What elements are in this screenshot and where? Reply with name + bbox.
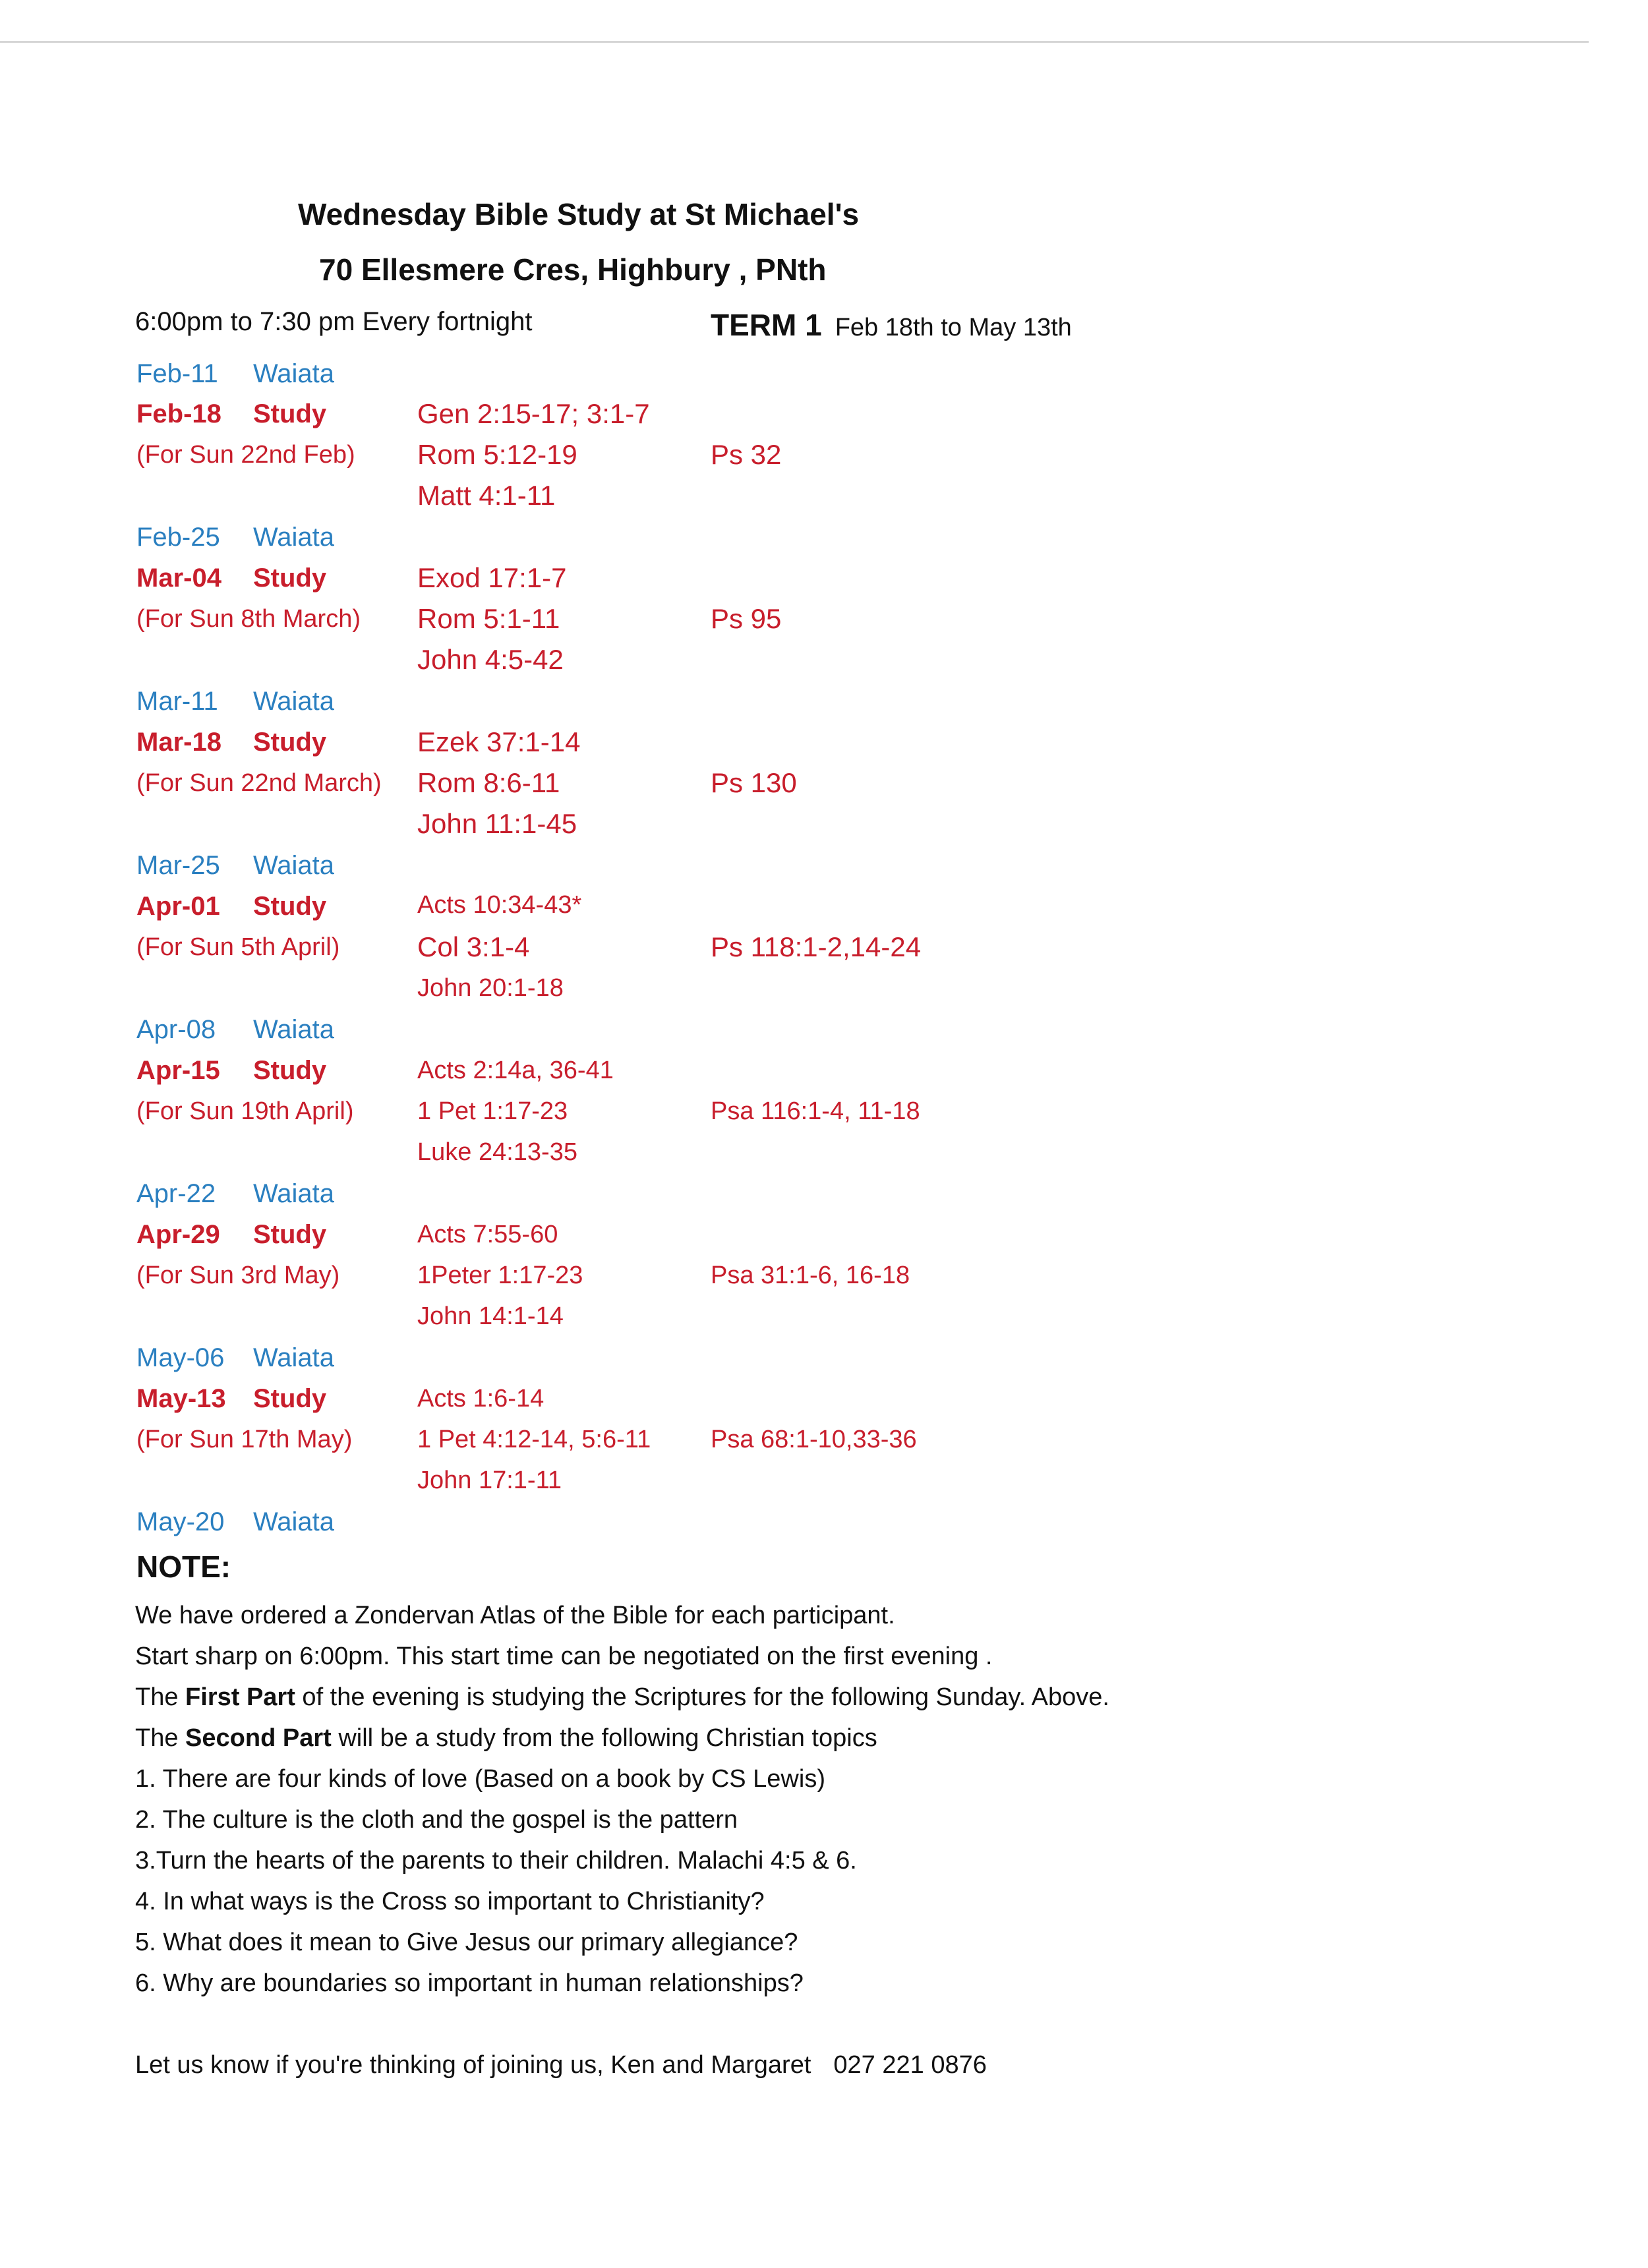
reading-gospel: John 20:1-18 — [417, 974, 564, 1002]
reading-first: Acts 7:55-60 — [417, 1221, 558, 1248]
study-date: Apr-01 — [136, 892, 220, 921]
psalm: Psa 116:1-4, 11-18 — [711, 1097, 920, 1125]
reading-second: 1 Pet 4:12-14, 5:6-11 — [417, 1426, 651, 1453]
note-line: Start sharp on 6:00pm. This start time can be negotiated on the first evening . — [135, 1643, 993, 1670]
waiata-label: Waiata — [253, 1343, 335, 1372]
topic-item: 1. There are four kinds of love (Based on a book by CS Lewis) — [135, 1765, 825, 1793]
reading-second: 1 Pet 1:17-23 — [417, 1097, 568, 1125]
reading-gospel: John 14:1-14 — [417, 1302, 564, 1330]
sunday-label: (For Sun 22nd Feb) — [136, 441, 355, 469]
note-line-first-part — [135, 1683, 1109, 1712]
psalm: Ps 130 — [711, 767, 797, 798]
waiata-label: Waiata — [253, 851, 335, 880]
reading-gospel: Luke 24:13-35 — [417, 1138, 577, 1166]
waiata-label: Waiata — [253, 1179, 335, 1208]
reading-first: Acts 10:34-43* — [417, 891, 582, 919]
note-line-second-part — [135, 1724, 877, 1753]
sunday-label: (For Sun 17th May) — [136, 1426, 353, 1453]
note-text: The — [135, 1683, 186, 1711]
waiata-date: Mar-11 — [136, 687, 218, 716]
psalm: Ps 95 — [711, 603, 782, 634]
topic-item: 5. What does it mean to Give Jesus our primary allegiance? — [135, 1929, 798, 1956]
study-label: Study — [253, 892, 327, 921]
contact-line — [135, 2051, 987, 2079]
study-label: Study — [253, 564, 327, 593]
note-emphasis: First Part — [185, 1683, 295, 1711]
psalm: Ps 32 — [711, 439, 782, 470]
waiata-label: Waiata — [253, 1015, 335, 1044]
note-text: will be a study from the following Christian topics — [331, 1724, 877, 1752]
reading-gospel: Matt 4:1-11 — [417, 480, 556, 511]
reading-first: Exod 17:1-7 — [417, 562, 567, 593]
waiata-label: Waiata — [253, 1507, 335, 1536]
waiata-label: Waiata — [253, 523, 335, 552]
study-label: Study — [253, 1056, 327, 1085]
waiata-date: Mar-25 — [136, 851, 220, 880]
study-label: Study — [253, 1384, 327, 1413]
reading-first: Ezek 37:1-14 — [417, 726, 581, 757]
psalm: Ps 118:1-2,14-24 — [711, 931, 922, 962]
reading-second: Rom 5:1-11 — [417, 603, 560, 634]
sunday-label: (For Sun 22nd March) — [136, 769, 382, 797]
study-label: Study — [253, 728, 327, 757]
waiata-date: Apr-22 — [136, 1179, 216, 1208]
reading-second: Col 3:1-4 — [417, 931, 530, 962]
waiata-label: Waiata — [253, 687, 335, 716]
psalm: Psa 31:1-6, 16-18 — [711, 1262, 910, 1289]
contact-text: Let us know if you're thinking of joining us, Ken and Margaret — [135, 2051, 811, 2079]
study-date: May-13 — [136, 1384, 226, 1413]
sunday-label: (For Sun 3rd May) — [136, 1262, 340, 1289]
topic-item: 3.Turn the hearts of the parents to their children. Malachi 4:5 & 6. — [135, 1847, 857, 1875]
term-label: TERM 1 — [711, 308, 822, 342]
waiata-date: Feb-11 — [136, 359, 218, 388]
waiata-date: May-20 — [136, 1507, 225, 1536]
psalm: Psa 68:1-10,33-36 — [711, 1426, 917, 1453]
term-heading — [711, 307, 1072, 343]
reading-gospel: John 17:1-11 — [417, 1467, 562, 1494]
note-text: The — [135, 1724, 186, 1752]
term-dates: Feb 18th to May 13th — [835, 314, 1072, 341]
note-emphasis: Second Part — [185, 1724, 332, 1752]
reading-second: 1Peter 1:17-23 — [417, 1262, 583, 1289]
note-line: We have ordered a Zondervan Atlas of the Bible for each participant. — [135, 1602, 895, 1629]
waiata-date: Apr-08 — [136, 1015, 216, 1044]
scan-edge-line — [0, 41, 1589, 43]
sunday-label: (For Sun 5th April) — [136, 933, 340, 961]
note-title: NOTE: — [136, 1550, 231, 1584]
reading-gospel: John 11:1-45 — [417, 808, 577, 839]
page-title: Wednesday Bible Study at St Michael's — [298, 197, 860, 231]
reading-first: Gen 2:15-17; 3:1-7 — [417, 398, 650, 429]
waiata-date: Feb-25 — [136, 523, 220, 552]
reading-gospel: John 4:5-42 — [417, 644, 564, 675]
reading-second: Rom 5:12-19 — [417, 439, 577, 470]
note-text: of the evening is studying the Scriptures for the following Sunday. Above. — [295, 1683, 1109, 1711]
time-info: 6:00pm to 7:30 pm Every fortnight — [135, 307, 533, 336]
reading-second: Rom 8:6-11 — [417, 767, 560, 798]
study-date: Apr-15 — [136, 1056, 220, 1085]
topic-item: 2. The culture is the cloth and the gospel is the pattern — [135, 1806, 738, 1834]
study-date: Mar-18 — [136, 728, 221, 757]
sunday-label: (For Sun 19th April) — [136, 1097, 354, 1125]
topic-item: 4. In what ways is the Cross so important to Christianity? — [135, 1888, 765, 1915]
reading-first: Acts 2:14a, 36-41 — [417, 1057, 614, 1084]
waiata-label: Waiata — [253, 359, 335, 388]
sunday-label: (For Sun 8th March) — [136, 605, 361, 633]
topic-item: 6. Why are boundaries so important in human relationships? — [135, 1969, 804, 1997]
address: 70 Ellesmere Cres, Highbury , PNth — [319, 252, 827, 287]
study-date: Mar-04 — [136, 564, 221, 593]
study-label: Study — [253, 399, 327, 428]
study-date: Feb-18 — [136, 399, 221, 428]
reading-first: Acts 1:6-14 — [417, 1385, 544, 1412]
study-date: Apr-29 — [136, 1220, 220, 1249]
contact-phone: 027 221 0876 — [833, 2051, 987, 2079]
waiata-date: May-06 — [136, 1343, 225, 1372]
study-label: Study — [253, 1220, 327, 1249]
